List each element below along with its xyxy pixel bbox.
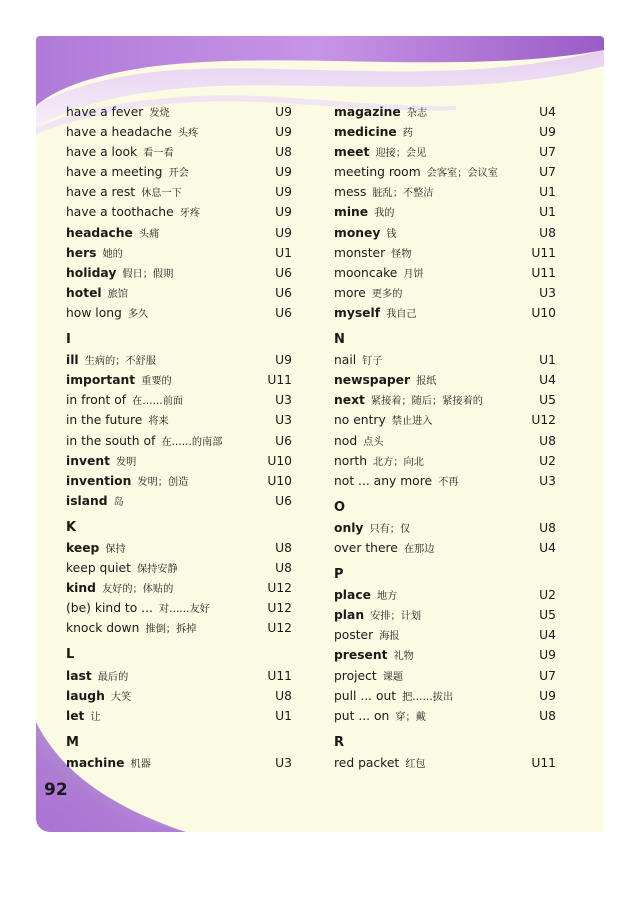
entry-english: kind	[66, 581, 96, 596]
entry-chinese: 岛	[113, 496, 124, 508]
entry-unit: U11	[531, 245, 556, 260]
glossary-entry	[66, 666, 292, 686]
entry-chinese: 更多的	[371, 288, 403, 300]
glossary-entry	[334, 645, 556, 665]
entry-english: monster	[334, 245, 386, 260]
entry-english: myself	[334, 305, 381, 320]
glossary-entry	[334, 706, 556, 726]
glossary-column-right	[334, 102, 556, 773]
entry-chinese: 礼物	[393, 651, 414, 663]
entry-english: money	[334, 225, 381, 240]
entry-unit: U9	[275, 205, 292, 220]
entry-chinese: 推倒；拆掉	[145, 624, 197, 636]
glossary-entry	[334, 686, 556, 706]
entry-chinese: 禁止进入	[391, 416, 433, 428]
entry-chinese: 迎接；会见	[375, 148, 427, 160]
glossary-entry	[66, 202, 292, 222]
entry-chinese: 重要的	[141, 376, 172, 388]
glossary-entry	[334, 451, 556, 471]
entry-chinese: 我的	[374, 208, 395, 220]
entry-english: machine	[66, 755, 125, 770]
entry-chinese: 点头	[363, 436, 384, 448]
entry-chinese: 在……的南部	[161, 436, 223, 448]
glossary-entry	[334, 202, 556, 222]
entry-unit: U8	[275, 145, 292, 160]
glossary-page	[36, 36, 604, 832]
entry-english: keep	[66, 540, 100, 555]
glossary-entry	[334, 431, 556, 451]
entry-chinese: 海报	[379, 631, 400, 643]
entry-unit: U9	[539, 688, 556, 703]
entry-chinese: 大笑	[110, 691, 132, 703]
entry-chinese: 假日；假期	[122, 268, 174, 280]
entry-chinese: 发烧	[149, 108, 170, 119]
entry-unit: U4	[539, 373, 556, 388]
entry-chinese: 头疼	[177, 128, 199, 140]
glossary-entry	[66, 102, 292, 122]
entry-chinese: 穿；戴	[395, 711, 426, 723]
entry-chinese: 多久	[127, 308, 149, 320]
entry-english: mess	[334, 185, 367, 200]
entry-unit: U3	[275, 413, 292, 428]
entry-english: newspaper	[334, 373, 411, 388]
glossary-entry	[66, 370, 292, 390]
glossary-entry	[334, 182, 556, 202]
entry-chinese: 在那边	[403, 543, 435, 555]
entry-chinese: 红包	[405, 758, 426, 770]
glossary-entry	[66, 390, 292, 410]
glossary-entry	[66, 558, 292, 578]
entry-english: let	[66, 708, 85, 723]
entry-chinese: 北方；向北	[373, 456, 424, 468]
glossary-entry	[66, 182, 292, 202]
entry-english: have a headache	[66, 125, 172, 140]
entry-english: project	[334, 668, 377, 683]
entry-english: medicine	[334, 125, 397, 140]
entry-unit: U1	[539, 205, 556, 220]
entry-unit: U3	[275, 393, 292, 408]
entry-english: pull ... out	[334, 688, 397, 703]
glossary-entry	[66, 350, 292, 370]
entry-unit: U11	[531, 265, 556, 280]
glossary-entry	[334, 243, 556, 263]
glossary-column-left	[66, 102, 292, 773]
glossary-entry	[334, 605, 556, 625]
entry-chinese: 杂志	[406, 108, 428, 119]
entry-chinese: 发明；创造	[137, 476, 189, 488]
entry-english: mooncake	[334, 265, 398, 280]
entry-unit: U9	[275, 185, 292, 200]
entry-unit: U8	[539, 225, 556, 240]
section-letter: O	[334, 499, 346, 515]
section-letter: R	[334, 734, 345, 750]
glossary-entry	[334, 283, 556, 303]
glossary-entry	[66, 451, 292, 471]
entry-english: holiday	[66, 265, 117, 280]
glossary-entry	[66, 283, 292, 303]
entry-unit: U5	[539, 608, 556, 623]
entry-unit: U1	[275, 245, 292, 260]
entry-chinese: 看一看	[143, 148, 174, 160]
entry-chinese: 怪物	[391, 248, 412, 260]
entry-chinese: 发明	[115, 456, 137, 468]
entry-chinese: 生病的；不舒服	[84, 356, 156, 368]
entry-unit: U6	[275, 433, 292, 448]
glossary-entry	[66, 122, 292, 142]
glossary-entry	[66, 263, 292, 283]
glossary-entry	[66, 578, 292, 598]
entry-english: magazine	[334, 105, 401, 119]
entry-unit: U9	[275, 225, 292, 240]
glossary-entry	[334, 223, 556, 243]
glossary-entry	[66, 142, 292, 162]
entry-unit: U8	[275, 540, 292, 555]
entry-english: have a toothache	[66, 205, 174, 220]
glossary-entry	[334, 122, 556, 142]
glossary-entry	[66, 598, 292, 618]
entry-english: knock down	[66, 621, 140, 636]
entry-english: have a fever	[66, 105, 144, 119]
glossary-entry	[334, 303, 556, 323]
entry-english: in front of	[66, 393, 127, 408]
entry-unit: U12	[267, 581, 292, 596]
entry-unit: U6	[275, 285, 292, 300]
entry-unit: U3	[539, 473, 556, 488]
entry-unit: U1	[275, 708, 292, 723]
entry-english: have a rest	[66, 185, 136, 200]
entry-english: nod	[334, 433, 358, 448]
entry-unit: U5	[539, 393, 556, 408]
glossary-entry	[66, 686, 292, 706]
glossary-entry	[66, 410, 292, 430]
glossary-entry	[334, 263, 556, 283]
entry-unit: U9	[539, 125, 556, 140]
glossary-entry	[334, 538, 556, 558]
glossary-entry	[66, 538, 292, 558]
entry-english: nail	[334, 353, 357, 368]
entry-english: (be) kind to ...	[66, 601, 153, 616]
entry-english: north	[334, 453, 367, 468]
entry-english: not ... any more	[334, 473, 433, 488]
glossary-entry	[66, 243, 292, 263]
entry-unit: U12	[267, 601, 292, 616]
entry-unit: U12	[267, 621, 292, 636]
entry-chinese: 只有；仅	[369, 523, 411, 535]
glossary-entry	[334, 350, 556, 370]
entry-unit: U7	[539, 165, 556, 180]
glossary-entry	[334, 370, 556, 390]
section-letter: N	[334, 332, 345, 348]
entry-chinese: 保持	[105, 543, 126, 555]
entry-chinese: 地方	[376, 591, 398, 603]
entry-chinese: 报纸	[416, 376, 437, 388]
entry-chinese: 安排；计划	[370, 611, 422, 623]
entry-english: next	[334, 393, 365, 408]
entry-chinese: 月饼	[403, 268, 424, 280]
entry-english: laugh	[66, 688, 105, 703]
entry-english: keep quiet	[66, 561, 131, 576]
entry-chinese: 她的	[102, 248, 123, 260]
entry-chinese: 脏乱；不整洁	[372, 188, 434, 200]
entry-unit: U8	[539, 433, 556, 448]
glossary-entry	[334, 471, 556, 491]
entry-english: island	[66, 493, 108, 508]
entry-unit: U1	[539, 185, 556, 200]
entry-chinese: 把……拔出	[402, 691, 454, 703]
entry-unit: U9	[275, 105, 292, 119]
entry-english: headache	[66, 225, 133, 240]
entry-chinese: 将来	[148, 416, 169, 428]
glossary-entry	[66, 491, 292, 511]
entry-english: ill	[66, 353, 79, 368]
glossary-entry	[66, 162, 292, 182]
glossary-entry	[66, 223, 292, 243]
entry-unit: U4	[539, 628, 556, 643]
entry-unit: U3	[275, 755, 292, 770]
entry-chinese: 钱	[386, 228, 397, 240]
entry-english: no entry	[334, 413, 386, 428]
entry-unit: U8	[275, 561, 292, 576]
section-letter: K	[66, 519, 77, 535]
entry-unit: U8	[539, 520, 556, 535]
entry-english: invent	[66, 453, 110, 468]
entry-chinese: 在……前面	[132, 396, 184, 408]
entry-english: invention	[66, 473, 132, 488]
entry-english: mine	[334, 205, 369, 220]
entry-unit: U8	[275, 688, 292, 703]
entry-unit: U11	[531, 755, 556, 770]
glossary-entry	[66, 471, 292, 491]
entry-english: plan	[334, 608, 365, 623]
entry-english: in the south of	[66, 433, 156, 448]
entry-chinese: 不再	[438, 476, 459, 488]
entry-unit: U11	[267, 668, 292, 683]
entry-english: meet	[334, 145, 370, 160]
entry-english: have a look	[66, 145, 138, 160]
entry-unit: U4	[539, 105, 556, 119]
entry-chinese: 让	[90, 711, 101, 723]
entry-english: last	[66, 668, 92, 683]
entry-unit: U4	[539, 540, 556, 555]
entry-chinese: 对……友好	[158, 604, 210, 616]
entry-english: hers	[66, 245, 97, 260]
entry-chinese: 钉子	[362, 356, 383, 368]
entry-unit: U12	[531, 413, 556, 428]
entry-english: put ... on	[334, 708, 390, 723]
glossary-entry	[66, 618, 292, 638]
entry-unit: U9	[539, 648, 556, 663]
entry-english: meeting room	[334, 165, 421, 180]
entry-english: important	[66, 373, 136, 388]
entry-unit: U9	[275, 353, 292, 368]
entry-unit: U10	[531, 305, 556, 320]
entry-unit: U10	[267, 473, 292, 488]
entry-chinese: 机器	[130, 758, 151, 770]
entry-unit: U2	[539, 588, 556, 603]
entry-english: place	[334, 588, 371, 603]
entry-english: only	[334, 520, 364, 535]
entry-unit: U8	[539, 708, 556, 723]
glossary-entry	[66, 431, 292, 451]
glossary-entry	[334, 390, 556, 410]
entry-unit: U10	[267, 453, 292, 468]
entry-chinese: 保持安静	[136, 564, 178, 576]
entry-chinese: 会客室；会议室	[426, 168, 498, 180]
entry-english: over there	[334, 540, 398, 555]
entry-chinese: 药	[402, 128, 413, 140]
entry-unit: U6	[275, 305, 292, 320]
entry-chinese: 旅馆	[107, 288, 129, 300]
entry-chinese: 课题	[382, 671, 404, 683]
entry-english: more	[334, 285, 366, 300]
section-letter: I	[66, 332, 71, 348]
entry-english: have a meeting	[66, 165, 163, 180]
entry-unit: U7	[539, 668, 556, 683]
entry-english: red packet	[334, 755, 400, 770]
glossary-entry	[66, 753, 292, 773]
entry-unit: U3	[539, 285, 556, 300]
entry-unit: U11	[267, 373, 292, 388]
glossary-entry	[66, 303, 292, 323]
page-number: 92	[44, 780, 68, 800]
entry-unit: U9	[275, 165, 292, 180]
glossary-entry	[334, 753, 556, 773]
entry-english: present	[334, 648, 388, 663]
entry-english: hotel	[66, 285, 102, 300]
entry-english: poster	[334, 628, 374, 643]
glossary-entry	[334, 162, 556, 182]
glossary-entry	[334, 410, 556, 430]
section-letter: M	[66, 734, 79, 750]
glossary-entry	[334, 666, 556, 686]
entry-chinese: 友好的；体贴的	[101, 584, 174, 596]
entry-english: how long	[66, 305, 122, 320]
entry-unit: U7	[539, 145, 556, 160]
section-letter: P	[334, 567, 344, 583]
glossary-entry	[334, 102, 556, 122]
glossary-entry	[66, 706, 292, 726]
glossary-entry	[334, 625, 556, 645]
entry-chinese: 牙疼	[179, 208, 201, 220]
entry-chinese: 休息一下	[141, 188, 182, 200]
entry-unit: U6	[275, 265, 292, 280]
entry-unit: U6	[275, 493, 292, 508]
entry-unit: U9	[275, 125, 292, 140]
entry-chinese: 紧接着；随后；紧接着的	[370, 396, 483, 408]
entry-chinese: 我自己	[386, 308, 417, 320]
entry-chinese: 最后的	[97, 671, 129, 683]
entry-english: in the future	[66, 413, 143, 428]
section-letter: L	[66, 647, 75, 663]
entry-chinese: 头痛	[138, 228, 160, 240]
glossary-entry	[334, 585, 556, 605]
entry-unit: U2	[539, 453, 556, 468]
entry-chinese: 开会	[168, 168, 189, 180]
glossary-entry	[334, 518, 556, 538]
glossary-entry	[334, 142, 556, 162]
entry-unit: U1	[539, 353, 556, 368]
